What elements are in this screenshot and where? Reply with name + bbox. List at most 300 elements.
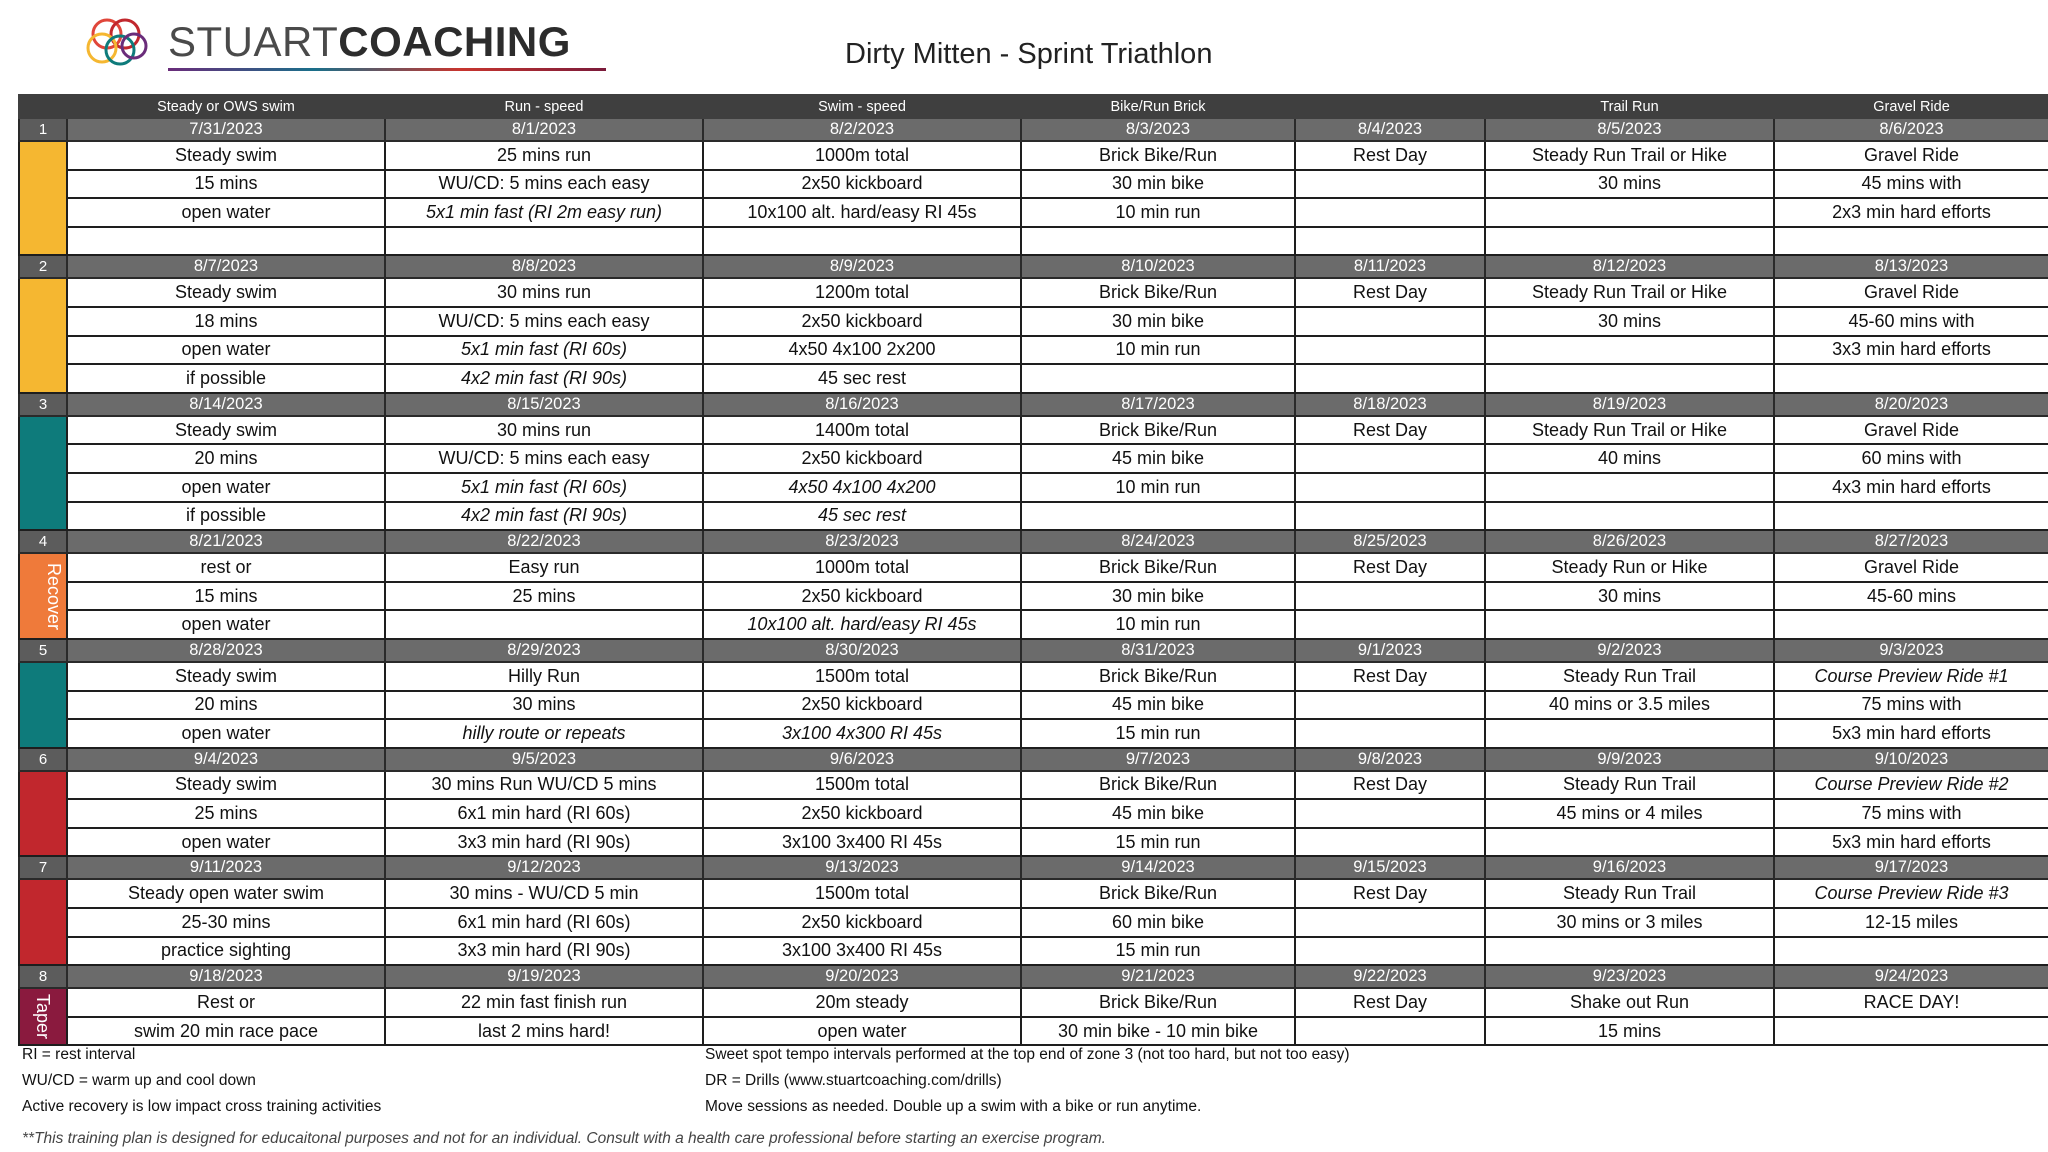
workout-cell: 20 mins bbox=[67, 691, 385, 720]
date-cell: 9/12/2023 bbox=[385, 856, 703, 879]
date-cell: 8/4/2023 bbox=[1295, 118, 1485, 141]
workout-cell: 6x1 min hard (RI 60s) bbox=[385, 908, 703, 937]
workout-cell: 15 mins bbox=[1485, 1017, 1774, 1046]
workout-cell bbox=[385, 227, 703, 256]
workout-cell: Brick Bike/Run bbox=[1021, 879, 1295, 908]
week-date-row bbox=[19, 255, 2048, 278]
workout-cell: open water bbox=[67, 828, 385, 857]
date-cell: 8/7/2023 bbox=[67, 255, 385, 278]
week-number: 3 bbox=[19, 393, 67, 416]
workout-cell: 30 mins bbox=[1485, 582, 1774, 611]
date-cell: 9/2/2023 bbox=[1485, 639, 1774, 662]
date-cell: 8/23/2023 bbox=[703, 530, 1021, 553]
workout-cell bbox=[1774, 937, 2048, 966]
workout-cell: hilly route or repeats bbox=[385, 719, 703, 748]
workout-row bbox=[19, 364, 2048, 393]
workout-cell: 4x50 4x100 2x200 bbox=[703, 336, 1021, 365]
workout-cell: 4x3 min hard efforts bbox=[1774, 473, 2048, 502]
note-wucd: WU/CD = warm up and cool down bbox=[22, 1072, 256, 1089]
workout-row bbox=[19, 278, 2048, 307]
week-date-row bbox=[19, 639, 2048, 662]
date-cell: 8/31/2023 bbox=[1021, 639, 1295, 662]
workout-cell: Brick Bike/Run bbox=[1021, 278, 1295, 307]
workout-row bbox=[19, 828, 2048, 857]
workout-cell bbox=[1485, 502, 1774, 531]
workout-row bbox=[19, 719, 2048, 748]
workout-cell: 15 min run bbox=[1021, 828, 1295, 857]
brand-name-bold: COACHING bbox=[338, 18, 571, 65]
workout-cell: 25-30 mins bbox=[67, 908, 385, 937]
workout-cell: open water bbox=[67, 198, 385, 227]
workout-cell: 30 mins run bbox=[385, 278, 703, 307]
page-title: Dirty Mitten - Sprint Triathlon bbox=[845, 38, 1213, 70]
date-cell: 9/14/2023 bbox=[1021, 856, 1295, 879]
week-number: 2 bbox=[19, 255, 67, 278]
workout-cell: 10 min run bbox=[1021, 198, 1295, 227]
workout-cell bbox=[1295, 719, 1485, 748]
workout-row bbox=[19, 937, 2048, 966]
workout-cell: 45 min bike bbox=[1021, 691, 1295, 720]
date-cell: 9/23/2023 bbox=[1485, 965, 1774, 988]
workout-cell bbox=[1485, 473, 1774, 502]
brand-name bbox=[168, 18, 571, 66]
workout-cell: Rest Day bbox=[1295, 988, 1485, 1017]
week-date-row bbox=[19, 118, 2048, 141]
workout-cell: 25 mins bbox=[67, 799, 385, 828]
workout-cell bbox=[1774, 1017, 2048, 1046]
workout-cell: Easy run bbox=[385, 553, 703, 582]
workout-cell: 45 sec rest bbox=[703, 502, 1021, 531]
workout-cell: 2x50 kickboard bbox=[703, 908, 1021, 937]
workout-cell: 3x100 4x300 RI 45s bbox=[703, 719, 1021, 748]
workout-cell: 5x3 min hard efforts bbox=[1774, 828, 2048, 857]
workout-cell: if possible bbox=[67, 364, 385, 393]
workout-cell bbox=[1485, 719, 1774, 748]
workout-cell: Gravel Ride bbox=[1774, 141, 2048, 170]
workout-row bbox=[19, 691, 2048, 720]
week-number: 5 bbox=[19, 639, 67, 662]
workout-cell bbox=[1295, 937, 1485, 966]
workout-cell: 4x50 4x100 4x200 bbox=[703, 473, 1021, 502]
date-cell: 9/6/2023 bbox=[703, 748, 1021, 771]
date-cell: 9/13/2023 bbox=[703, 856, 1021, 879]
date-cell: 8/21/2023 bbox=[67, 530, 385, 553]
week-date-row bbox=[19, 856, 2048, 879]
date-cell: 9/8/2023 bbox=[1295, 748, 1485, 771]
week-date-row bbox=[19, 393, 2048, 416]
workout-cell bbox=[1295, 799, 1485, 828]
week-number: 1 bbox=[19, 118, 67, 141]
workout-cell: 30 mins or 3 miles bbox=[1485, 908, 1774, 937]
workout-row bbox=[19, 307, 2048, 336]
workout-cell: Steady Run Trail bbox=[1485, 879, 1774, 908]
workout-cell: 30 mins bbox=[1485, 170, 1774, 199]
workout-cell bbox=[703, 227, 1021, 256]
workout-cell: 15 min run bbox=[1021, 937, 1295, 966]
workout-row bbox=[19, 227, 2048, 256]
week-number: 8 bbox=[19, 965, 67, 988]
workout-row bbox=[19, 416, 2048, 445]
workout-cell: 2x50 kickboard bbox=[703, 307, 1021, 336]
workout-cell: 1200m total bbox=[703, 278, 1021, 307]
column-header bbox=[19, 95, 67, 118]
workout-cell: open water bbox=[67, 336, 385, 365]
date-cell: 9/9/2023 bbox=[1485, 748, 1774, 771]
workout-cell: 5x1 min fast (RI 2m easy run) bbox=[385, 198, 703, 227]
workout-cell bbox=[1295, 307, 1485, 336]
phase-marker bbox=[19, 988, 67, 1045]
workout-row bbox=[19, 336, 2048, 365]
workout-cell: WU/CD: 5 mins each easy bbox=[385, 444, 703, 473]
note-ri: RI = rest interval bbox=[22, 1046, 136, 1063]
date-cell: 9/21/2023 bbox=[1021, 965, 1295, 988]
note-drills: DR = Drills (www.stuartcoaching.com/drills) bbox=[705, 1072, 1002, 1089]
workout-row bbox=[19, 553, 2048, 582]
date-cell: 8/24/2023 bbox=[1021, 530, 1295, 553]
workout-cell: 45 mins or 4 miles bbox=[1485, 799, 1774, 828]
workout-cell: 30 mins - WU/CD 5 min bbox=[385, 879, 703, 908]
workout-row bbox=[19, 610, 2048, 639]
workout-cell: RACE DAY! bbox=[1774, 988, 2048, 1017]
workout-cell bbox=[1295, 227, 1485, 256]
workout-cell: 30 min bike bbox=[1021, 307, 1295, 336]
workout-cell: 5x1 min fast (RI 60s) bbox=[385, 336, 703, 365]
week-number: 6 bbox=[19, 748, 67, 771]
date-cell: 9/5/2023 bbox=[385, 748, 703, 771]
column-header: Trail Run bbox=[1485, 95, 1774, 118]
workout-row bbox=[19, 582, 2048, 611]
workout-cell: 10 min run bbox=[1021, 473, 1295, 502]
date-cell: 8/1/2023 bbox=[385, 118, 703, 141]
workout-cell bbox=[1774, 610, 2048, 639]
workout-row bbox=[19, 662, 2048, 691]
workout-cell: 45 sec rest bbox=[703, 364, 1021, 393]
workout-row bbox=[19, 988, 2048, 1017]
workout-cell: 20 mins bbox=[67, 444, 385, 473]
workout-cell: 40 mins or 3.5 miles bbox=[1485, 691, 1774, 720]
workout-cell: 1500m total bbox=[703, 662, 1021, 691]
date-cell: 9/7/2023 bbox=[1021, 748, 1295, 771]
note-active-recovery: Active recovery is low impact cross training activities bbox=[22, 1098, 382, 1115]
workout-cell: 30 mins bbox=[385, 691, 703, 720]
workout-cell bbox=[1485, 610, 1774, 639]
workout-cell: 10x100 alt. hard/easy RI 45s bbox=[703, 198, 1021, 227]
date-cell: 8/9/2023 bbox=[703, 255, 1021, 278]
workout-cell bbox=[1295, 444, 1485, 473]
workout-cell bbox=[1774, 227, 2048, 256]
training-plan-table bbox=[18, 94, 2048, 1046]
workout-cell: 3x3 min hard efforts bbox=[1774, 336, 2048, 365]
date-cell: 8/18/2023 bbox=[1295, 393, 1485, 416]
workout-cell: Gravel Ride bbox=[1774, 278, 2048, 307]
phase-label: Taper bbox=[33, 994, 54, 1040]
workout-cell: Course Preview Ride #1 bbox=[1774, 662, 2048, 691]
workout-cell: Steady Run or Hike bbox=[1485, 553, 1774, 582]
notes-left bbox=[22, 1042, 381, 1120]
workout-cell: if possible bbox=[67, 502, 385, 531]
workout-cell: 30 mins run bbox=[385, 416, 703, 445]
date-cell: 8/26/2023 bbox=[1485, 530, 1774, 553]
workout-cell: 20m steady bbox=[703, 988, 1021, 1017]
workout-cell: Brick Bike/Run bbox=[1021, 416, 1295, 445]
date-cell: 9/22/2023 bbox=[1295, 965, 1485, 988]
date-cell: 9/1/2023 bbox=[1295, 639, 1485, 662]
date-cell: 8/19/2023 bbox=[1485, 393, 1774, 416]
date-cell: 8/29/2023 bbox=[385, 639, 703, 662]
workout-cell bbox=[1485, 828, 1774, 857]
workout-cell: Course Preview Ride #3 bbox=[1774, 879, 2048, 908]
column-header-row bbox=[19, 95, 2048, 118]
note-sweet-spot: Sweet spot tempo intervals performed at the top end of zone 3 (not too hard, but not too easy) bbox=[705, 1046, 1350, 1063]
date-cell: 9/10/2023 bbox=[1774, 748, 2048, 771]
column-header: Bike/Run Brick bbox=[1021, 95, 1295, 118]
workout-cell: Steady Run Trail or Hike bbox=[1485, 416, 1774, 445]
workout-cell: 10x100 alt. hard/easy RI 45s bbox=[703, 610, 1021, 639]
workout-cell bbox=[1295, 582, 1485, 611]
workout-cell bbox=[1485, 336, 1774, 365]
workout-cell bbox=[1021, 364, 1295, 393]
workout-cell: Shake out Run bbox=[1485, 988, 1774, 1017]
workout-cell bbox=[1021, 227, 1295, 256]
workout-cell: Brick Bike/Run bbox=[1021, 553, 1295, 582]
workout-cell: Hilly Run bbox=[385, 662, 703, 691]
column-header: Steady or OWS swim bbox=[67, 95, 385, 118]
workout-cell: 2x50 kickboard bbox=[703, 799, 1021, 828]
workout-cell: Brick Bike/Run bbox=[1021, 141, 1295, 170]
workout-cell bbox=[1021, 502, 1295, 531]
column-header: Run - speed bbox=[385, 95, 703, 118]
date-cell: 8/20/2023 bbox=[1774, 393, 2048, 416]
workout-cell bbox=[1295, 908, 1485, 937]
date-cell: 8/8/2023 bbox=[385, 255, 703, 278]
workout-cell: 30 min bike bbox=[1021, 582, 1295, 611]
workout-cell: Rest Day bbox=[1295, 879, 1485, 908]
workout-cell bbox=[1295, 502, 1485, 531]
brand-logo bbox=[82, 16, 612, 72]
workout-cell: 45-60 mins bbox=[1774, 582, 2048, 611]
workout-cell: 45 min bike bbox=[1021, 799, 1295, 828]
workout-cell: 3x100 3x400 RI 45s bbox=[703, 937, 1021, 966]
workout-row bbox=[19, 473, 2048, 502]
workout-cell bbox=[1295, 336, 1485, 365]
workout-cell: 45 mins with bbox=[1774, 170, 2048, 199]
workout-cell: 30 min bike - 10 min bike bbox=[1021, 1017, 1295, 1046]
date-cell: 8/5/2023 bbox=[1485, 118, 1774, 141]
workout-cell: Steady Run Trail bbox=[1485, 662, 1774, 691]
date-cell: 9/16/2023 bbox=[1485, 856, 1774, 879]
workout-row bbox=[19, 141, 2048, 170]
workout-cell: open water bbox=[67, 473, 385, 502]
column-header bbox=[1295, 95, 1485, 118]
workout-cell: 2x3 min hard efforts bbox=[1774, 198, 2048, 227]
workout-cell: practice sighting bbox=[67, 937, 385, 966]
date-cell: 9/18/2023 bbox=[67, 965, 385, 988]
workout-cell: Steady Run Trail bbox=[1485, 771, 1774, 800]
workout-row bbox=[19, 502, 2048, 531]
workout-cell: Gravel Ride bbox=[1774, 416, 2048, 445]
date-cell: 9/19/2023 bbox=[385, 965, 703, 988]
date-cell: 8/14/2023 bbox=[67, 393, 385, 416]
date-cell: 8/16/2023 bbox=[703, 393, 1021, 416]
workout-cell: Brick Bike/Run bbox=[1021, 988, 1295, 1017]
date-cell: 8/27/2023 bbox=[1774, 530, 2048, 553]
workout-cell: 10 min run bbox=[1021, 610, 1295, 639]
workout-cell: 22 min fast finish run bbox=[385, 988, 703, 1017]
workout-cell: Gravel Ride bbox=[1774, 553, 2048, 582]
column-header: Swim - speed bbox=[703, 95, 1021, 118]
workout-cell bbox=[67, 227, 385, 256]
phase-marker bbox=[19, 416, 67, 530]
workout-cell: Brick Bike/Run bbox=[1021, 662, 1295, 691]
workout-row bbox=[19, 879, 2048, 908]
workout-cell: Steady swim bbox=[67, 771, 385, 800]
week-date-row bbox=[19, 965, 2048, 988]
workout-cell bbox=[1485, 364, 1774, 393]
workout-cell: Rest Day bbox=[1295, 416, 1485, 445]
workout-cell bbox=[1295, 170, 1485, 199]
workout-cell bbox=[1295, 610, 1485, 639]
date-cell: 8/11/2023 bbox=[1295, 255, 1485, 278]
date-cell: 8/6/2023 bbox=[1774, 118, 2048, 141]
phase-marker bbox=[19, 553, 67, 639]
workout-cell: Steady swim bbox=[67, 662, 385, 691]
date-cell: 9/15/2023 bbox=[1295, 856, 1485, 879]
workout-cell: 40 mins bbox=[1485, 444, 1774, 473]
workout-cell: 3x100 3x400 RI 45s bbox=[703, 828, 1021, 857]
date-cell: 8/3/2023 bbox=[1021, 118, 1295, 141]
workout-cell: 4x2 min fast (RI 90s) bbox=[385, 364, 703, 393]
workout-cell: open water bbox=[703, 1017, 1021, 1046]
date-cell: 8/30/2023 bbox=[703, 639, 1021, 662]
workout-row bbox=[19, 444, 2048, 473]
date-cell: 8/15/2023 bbox=[385, 393, 703, 416]
date-cell: 7/31/2023 bbox=[67, 118, 385, 141]
phase-marker bbox=[19, 879, 67, 965]
date-cell: 9/17/2023 bbox=[1774, 856, 2048, 879]
workout-row bbox=[19, 799, 2048, 828]
workout-cell bbox=[1774, 502, 2048, 531]
workout-cell: swim 20 min race pace bbox=[67, 1017, 385, 1046]
workout-cell bbox=[1295, 198, 1485, 227]
workout-cell: 45-60 mins with bbox=[1774, 307, 2048, 336]
workout-cell: 2x50 kickboard bbox=[703, 170, 1021, 199]
workout-cell: Rest Day bbox=[1295, 141, 1485, 170]
workout-cell: 15 mins bbox=[67, 582, 385, 611]
workout-cell: 4x2 min fast (RI 90s) bbox=[385, 502, 703, 531]
date-cell: 8/13/2023 bbox=[1774, 255, 2048, 278]
workout-cell: Steady open water swim bbox=[67, 879, 385, 908]
week-date-row bbox=[19, 530, 2048, 553]
workout-cell: 30 min bike bbox=[1021, 170, 1295, 199]
date-cell: 8/10/2023 bbox=[1021, 255, 1295, 278]
workout-cell bbox=[1295, 473, 1485, 502]
workout-cell bbox=[385, 610, 703, 639]
workout-cell: 15 min run bbox=[1021, 719, 1295, 748]
column-header: Gravel Ride bbox=[1774, 95, 2048, 118]
workout-cell: open water bbox=[67, 610, 385, 639]
workout-cell: 30 mins bbox=[1485, 307, 1774, 336]
workout-cell: 25 mins run bbox=[385, 141, 703, 170]
workout-cell: 3x3 min hard (RI 90s) bbox=[385, 828, 703, 857]
workout-cell: 75 mins with bbox=[1774, 691, 2048, 720]
workout-cell: Rest Day bbox=[1295, 553, 1485, 582]
date-cell: 9/3/2023 bbox=[1774, 639, 2048, 662]
workout-cell: 45 min bike bbox=[1021, 444, 1295, 473]
workout-cell: 1500m total bbox=[703, 771, 1021, 800]
workout-cell: 60 min bike bbox=[1021, 908, 1295, 937]
workout-cell bbox=[1774, 364, 2048, 393]
phase-marker bbox=[19, 771, 67, 857]
phase-marker bbox=[19, 662, 67, 748]
date-cell: 8/28/2023 bbox=[67, 639, 385, 662]
workout-cell: WU/CD: 5 mins each easy bbox=[385, 307, 703, 336]
workout-cell bbox=[1295, 691, 1485, 720]
workout-cell: 12-15 miles bbox=[1774, 908, 2048, 937]
date-cell: 8/2/2023 bbox=[703, 118, 1021, 141]
workout-cell: Course Preview Ride #2 bbox=[1774, 771, 2048, 800]
workout-cell: Steady swim bbox=[67, 278, 385, 307]
workout-cell: open water bbox=[67, 719, 385, 748]
workout-cell: 1000m total bbox=[703, 553, 1021, 582]
date-cell: 8/25/2023 bbox=[1295, 530, 1485, 553]
workout-cell bbox=[1485, 937, 1774, 966]
workout-cell: 5x3 min hard efforts bbox=[1774, 719, 2048, 748]
workout-cell: Steady swim bbox=[67, 141, 385, 170]
workout-cell: rest or bbox=[67, 553, 385, 582]
workout-cell: 1400m total bbox=[703, 416, 1021, 445]
workout-cell: Rest Day bbox=[1295, 662, 1485, 691]
notes-right bbox=[705, 1042, 1350, 1120]
workout-cell: Rest Day bbox=[1295, 278, 1485, 307]
workout-row bbox=[19, 198, 2048, 227]
workout-cell: Steady Run Trail or Hike bbox=[1485, 141, 1774, 170]
workout-cell: 3x3 min hard (RI 90s) bbox=[385, 937, 703, 966]
workout-cell: 60 mins with bbox=[1774, 444, 2048, 473]
workout-cell: 18 mins bbox=[67, 307, 385, 336]
week-number: 4 bbox=[19, 530, 67, 553]
workout-cell: 15 mins bbox=[67, 170, 385, 199]
phase-marker bbox=[19, 278, 67, 392]
workout-cell: 1000m total bbox=[703, 141, 1021, 170]
workout-cell bbox=[1485, 227, 1774, 256]
date-cell: 9/11/2023 bbox=[67, 856, 385, 879]
workout-row bbox=[19, 170, 2048, 199]
workout-cell: 1500m total bbox=[703, 879, 1021, 908]
workout-cell: 5x1 min fast (RI 60s) bbox=[385, 473, 703, 502]
workout-cell: 10 min run bbox=[1021, 336, 1295, 365]
date-cell: 8/22/2023 bbox=[385, 530, 703, 553]
interlocking-rings-icon bbox=[82, 16, 162, 72]
workout-row bbox=[19, 908, 2048, 937]
workout-cell: Steady swim bbox=[67, 416, 385, 445]
workout-cell bbox=[1295, 364, 1485, 393]
workout-cell: 2x50 kickboard bbox=[703, 691, 1021, 720]
disclaimer: **This training plan is designed for educaitonal purposes and not for an individual. Consult with a health care professional before starting an exercise program. bbox=[22, 1130, 1106, 1147]
workout-cell: Brick Bike/Run bbox=[1021, 771, 1295, 800]
workout-row bbox=[19, 771, 2048, 800]
phase-label: Recover bbox=[44, 562, 65, 630]
workout-cell bbox=[1295, 828, 1485, 857]
workout-cell: Steady Run Trail or Hike bbox=[1485, 278, 1774, 307]
workout-cell: 2x50 kickboard bbox=[703, 582, 1021, 611]
workout-cell bbox=[1485, 198, 1774, 227]
date-cell: 9/24/2023 bbox=[1774, 965, 2048, 988]
phase-marker bbox=[19, 141, 67, 255]
note-move-sessions: Move sessions as needed. Double up a swim with a bike or run anytime. bbox=[705, 1098, 1202, 1115]
workout-cell: WU/CD: 5 mins each easy bbox=[385, 170, 703, 199]
date-cell: 8/17/2023 bbox=[1021, 393, 1295, 416]
workout-cell: 2x50 kickboard bbox=[703, 444, 1021, 473]
